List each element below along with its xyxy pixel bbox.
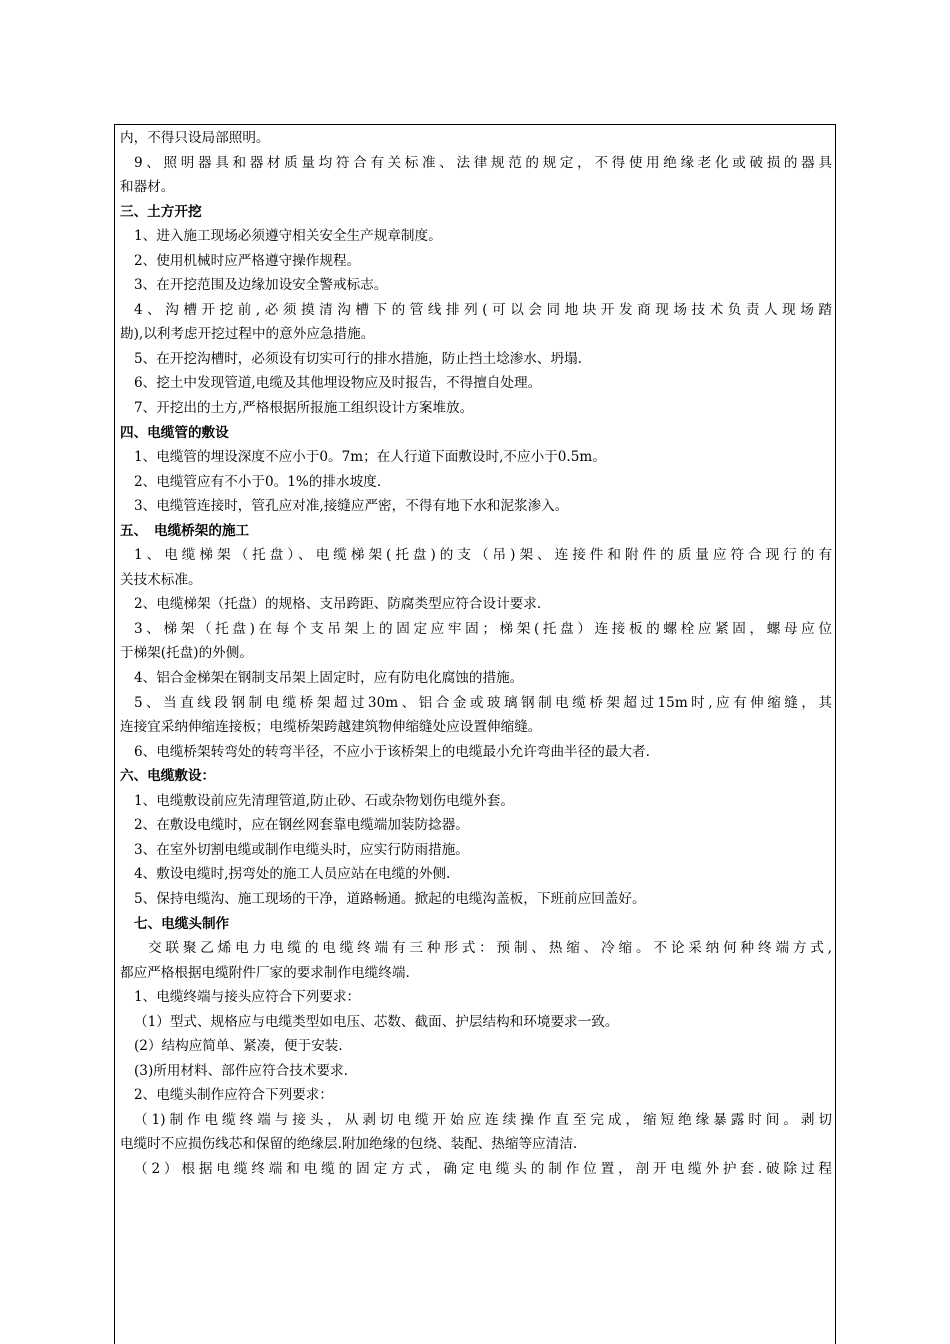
- document-body: [120, 126, 832, 1182]
- paragraph-line: 关技术标准。: [120, 571, 202, 588]
- paragraph-line: 2、在敷设电缆时，应在钢丝网套靠电缆端加装防捻器。: [134, 817, 469, 834]
- paragraph-line: 交联聚乙烯电力电缆的电缆终端有三种形式：预制、热缩、冷缩。不论采纳何种终端方式,: [148, 940, 832, 957]
- paragraph-line: 3、在室外切割电缆或制作电缆头时，应实行防雨措施。: [134, 841, 469, 858]
- paragraph-line: 1、电缆敷设前应先清理管道,防止砂、石或杂物划伤电缆外套。: [134, 792, 514, 809]
- section-heading: 七、电缆头制作: [134, 915, 230, 932]
- paragraph-line: 内，不得只设局部照明。: [120, 130, 270, 146]
- paragraph-line: 4、铝合金梯架在钢制支吊架上固定时，应有防电化腐蚀的措施。: [134, 670, 524, 687]
- paragraph-line: 7、开挖出的土方,严格根据所报施工组织设计方案堆放。: [134, 400, 474, 417]
- paragraph-line: 都应严格根据电缆附件厂家的要求制作电缆终端.: [120, 964, 410, 981]
- paragraph-line: 5、在开挖沟槽时，必须设有切实可行的排水措施，防止挡土埝渗水、坍塌.: [134, 350, 582, 367]
- paragraph-line: 和器材。: [120, 179, 175, 196]
- paragraph-line: 1、电缆梯架（托盘）、电缆梯架(托盘)的支（吊)架、连接件和附件的质量应符合现行的有: [134, 547, 832, 564]
- paragraph-line: 5、保持电缆沟、施工现场的干净，道路畅通。掀起的电缆沟盖板，下班前应回盖好。: [134, 890, 646, 907]
- paragraph-line: 1、电缆终端与接头应符合下列要求：: [134, 989, 361, 1006]
- paragraph-line: 4、敷设电缆时,拐弯处的施工人员应站在电缆的外侧.: [134, 866, 451, 883]
- paragraph-line: 1、电缆管的埋设深度不应小于0。7m；在人行道下面敷设时,不应小于0.5m。: [134, 449, 606, 466]
- paragraph-line: 电缆时不应损伤线芯和保留的绝缘层.附加绝缘的包绕、装配、热缩等应清洁.: [120, 1136, 578, 1153]
- paragraph-line: 1、进入施工现场必须遵守相关安全生产规章制度。: [134, 228, 442, 245]
- paragraph-line: 于梯架(托盘)的外侧。: [120, 645, 253, 662]
- paragraph-line: (2）结构应简单、紧凑，便于安装.: [134, 1038, 343, 1055]
- paragraph-line: 3、电缆管连接时，管孔应对准,接缝应严密，不得有地下水和泥浆渗入。: [134, 498, 569, 515]
- paragraph-line: 勘),以利考虑开挖过程中的意外应急措施。: [120, 326, 375, 343]
- paragraph-line: 4、沟槽开挖前,必须摸清沟槽下的管线排列(可以会同地块开发商现场技术负责人现场踏: [134, 301, 832, 318]
- paragraph-line: 2、电缆头制作应符合下列要求：: [134, 1087, 333, 1104]
- paragraph-line: 2、使用机械时应严格遵守操作规程。: [134, 252, 361, 269]
- paragraph-line: 2、电缆管应有不小于0。1%的排水坡度.: [134, 473, 382, 490]
- section-heading: 六、电缆敷设：: [120, 768, 216, 785]
- paragraph-line: 6、挖土中发现管道,电缆及其他埋设物应及时报告，不得擅自处理。: [134, 375, 542, 392]
- paragraph-line: （1)制作电缆终端与接头，从剥切电缆开始应连续操作直至完成，缩短绝缘暴露时间。剥切: [134, 1111, 832, 1128]
- paragraph-line: 2、电缆梯架（托盘）的规格、支吊跨距、防腐类型应符合设计要求.: [134, 596, 542, 613]
- paragraph-line: 6、电缆桥架转弯处的转弯半径，不应小于该桥架上的电缆最小允许弯曲半径的最大者.: [134, 743, 650, 760]
- section-heading: 四、电缆管的敷设: [120, 424, 229, 441]
- paragraph-line: 3、梯架（托盘)在每个支吊架上的固定应牢固；梯架(托盘）连接板的螺栓应紧固，螺母应位: [134, 620, 832, 637]
- paragraph-line: （2）根据电缆终端和电缆的固定方式，确定电缆头的制作位置，剖开电缆外护套.破除过程: [134, 1160, 832, 1177]
- paragraph-line: (3)所用材料、部件应符合技术要求.: [134, 1062, 348, 1079]
- paragraph-line: （1）型式、规格应与电缆类型如电压、芯数、截面、护层结构和环境要求一致。: [134, 1013, 619, 1030]
- section-heading: 三、土方开挖: [120, 203, 202, 220]
- paragraph-line: 9、照明器具和器材质量均符合有关标准、法律规范的规定，不得使用绝缘老化或破损的器具: [134, 154, 832, 171]
- section-heading: 五、 电缆桥架的施工: [120, 522, 250, 539]
- paragraph-line: 连接宜采纳伸缩连接板；电缆桥架跨越建筑物伸缩缝处应设置伸缩缝。: [120, 719, 542, 736]
- paragraph-line: 5、当直线段钢制电缆桥架超过30m、铝合金或玻璃钢制电缆桥架超过15m时,应有伸缩缝，其: [134, 694, 832, 711]
- paragraph-line: 3、在开挖范围及边缘加设安全警戒标志。: [134, 277, 388, 294]
